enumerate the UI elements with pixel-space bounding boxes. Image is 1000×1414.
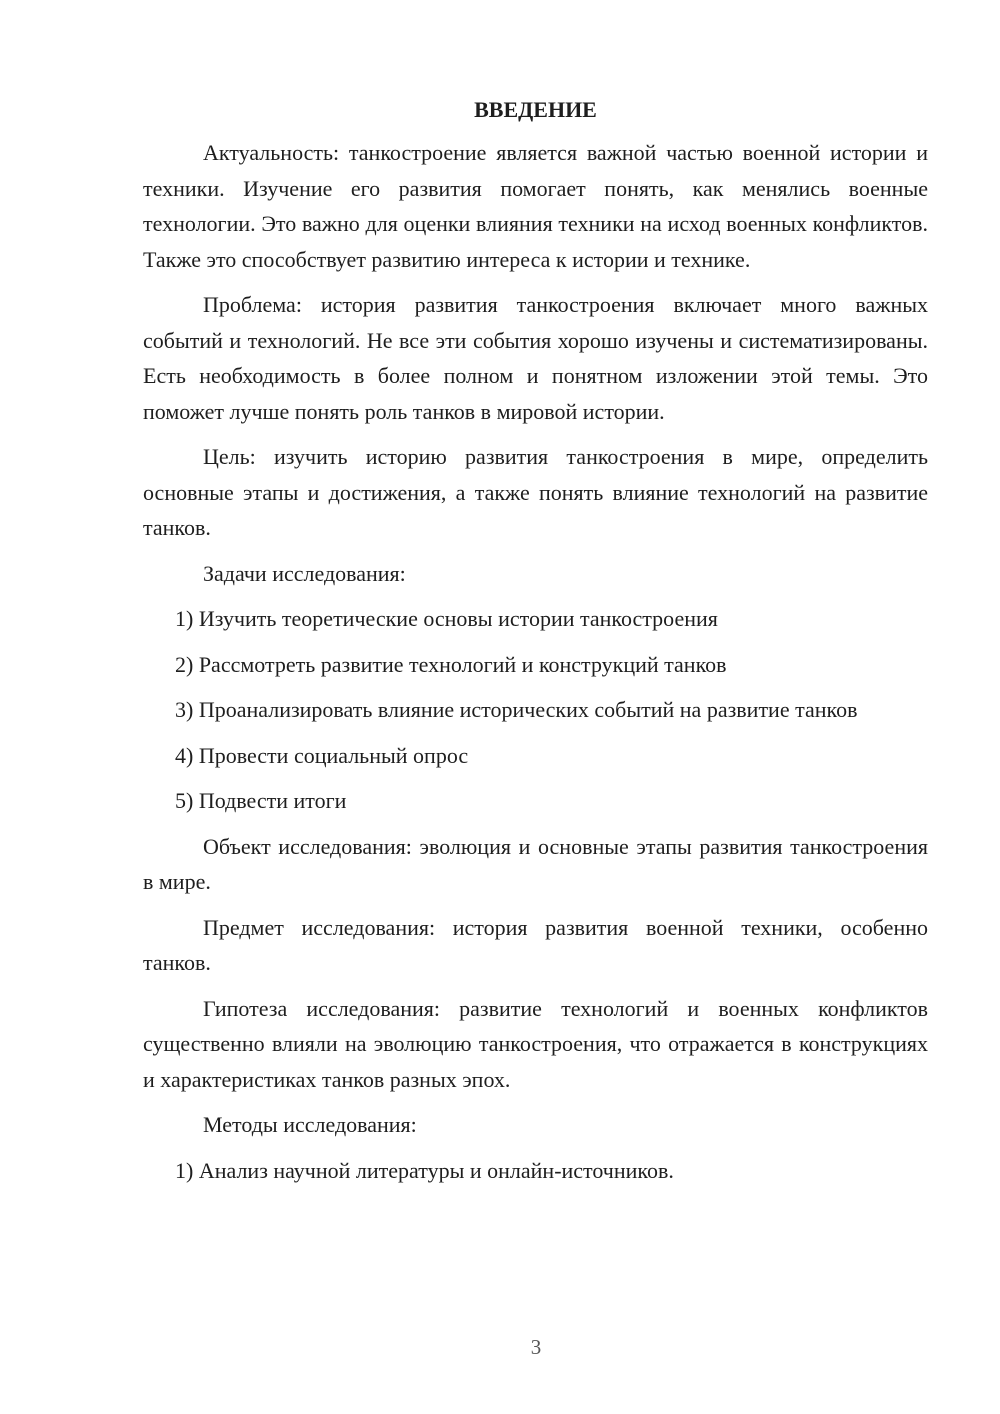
document-page	[143, 95, 928, 1198]
paragraph-subject: Предмет исследования: история развития военной техники, особенно танков.	[143, 914, 928, 975]
paragraph-goal: Цель: изучить историю развития танкостроения в мире, определить основные этапы и достижения, а также понять влияние технологий на развитие танков.	[143, 444, 928, 540]
paragraph-relevance: Актуальность: танкостроение является важной частью военной истории и техники. Изучение его развития помогает понять, как менялись военные технологии. Это важно для оценки влияния техники на исход военных конфликтов. Также это способствует развитию интереса к истории и технике.	[143, 140, 928, 272]
task-item-5: 5) Подвести итоги	[175, 788, 347, 813]
tasks-heading: Задачи исследования:	[203, 560, 406, 586]
paragraph-problem: Проблема: история развития танкостроения включает много важных событий и технологий. Не все эти события хорошо изучены и систематизированы. Есть необходимость в более полном и понятном изложении этой темы. Это поможет лучше понять роль танков в мировой истории.	[143, 292, 928, 424]
paragraph-object: Объект исследования: эволюция и основные этапы развития танкостроения в мире.	[143, 833, 928, 894]
task-item-2: 2) Рассмотреть развитие технологий и конструкций танков	[175, 651, 727, 677]
task-item-3: 3) Проанализировать влияние исторических событий на развитие танков	[175, 697, 858, 722]
task-item-1: 1) Изучить теоретические основы истории танкостроения	[175, 606, 718, 631]
task-item-4: 4) Провести социальный опрос	[175, 742, 469, 768]
section-title: ВВЕДЕНИЕ	[474, 97, 597, 122]
methods-heading: Методы исследования:	[203, 1112, 417, 1137]
method-item-1: 1) Анализ научной литературы и онлайн-источников.	[175, 1157, 674, 1183]
page-number: 3	[530, 1335, 542, 1359]
paragraph-hypothesis: Гипотеза исследования: развитие технологий и военных конфликтов существенно влияли на эволюцию танкостроения, что отражается в конструкциях и характеристиках танков разных эпох.	[143, 995, 928, 1092]
